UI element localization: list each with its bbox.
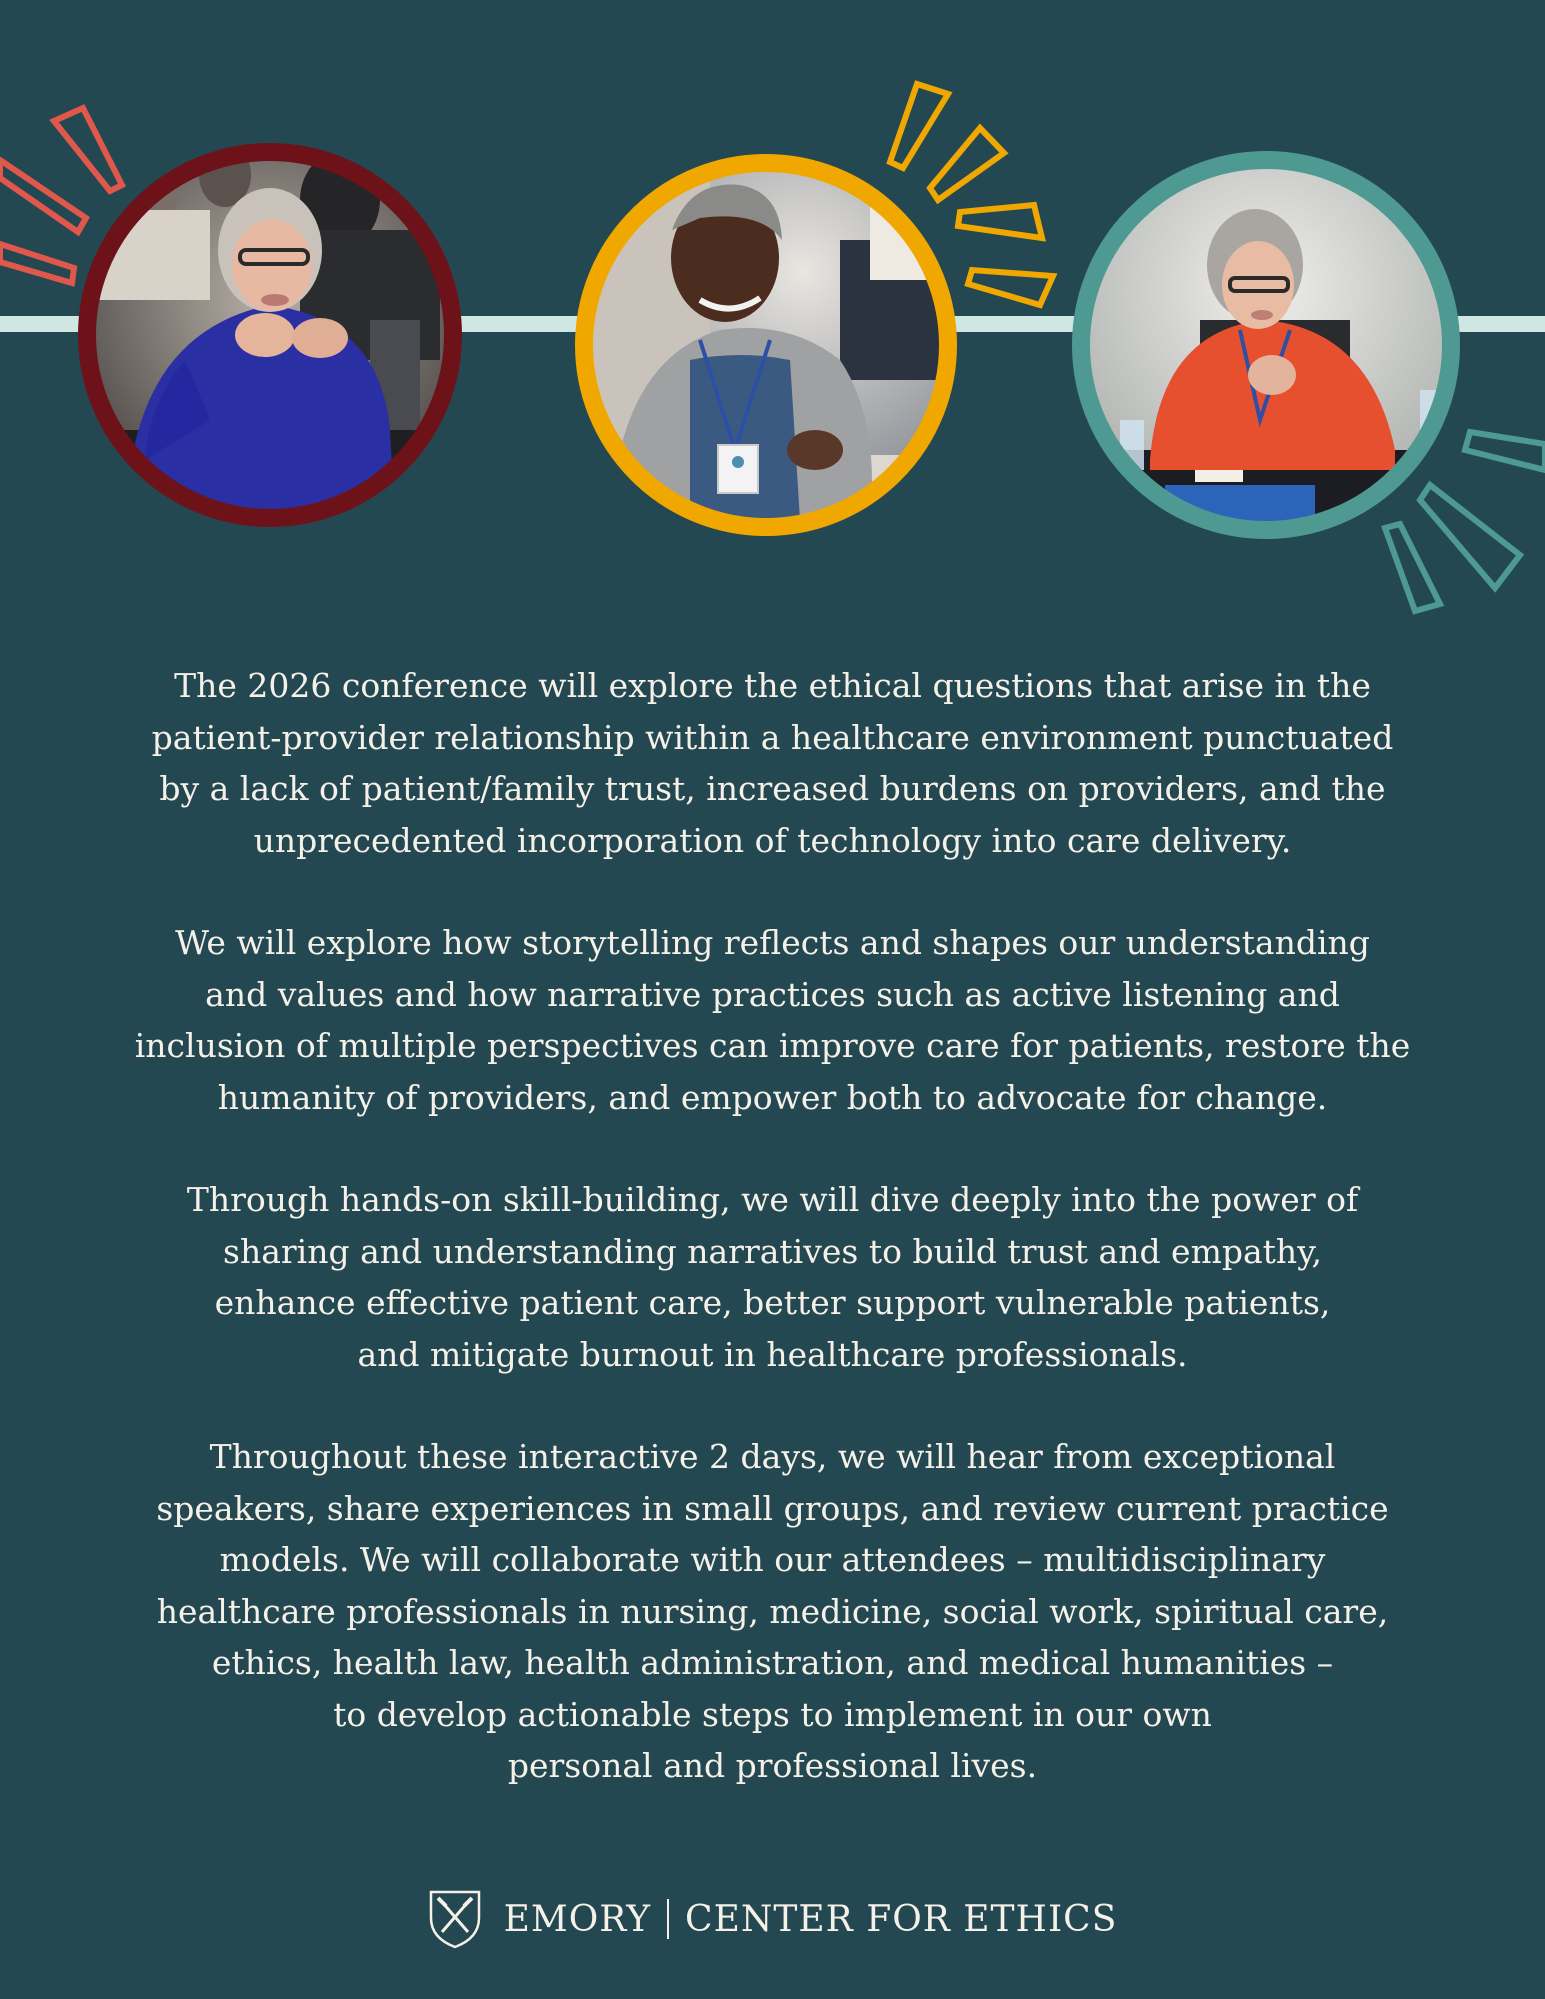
paragraph-line: and values and how narrative practices such as active listening and [205,974,1340,1014]
paragraph-line: The 2026 conference will explore the ethical questions that arise in the [174,666,1371,705]
paragraph-line: to develop actionable steps to implement in our own [333,1694,1212,1734]
paragraph-4 [110,1431,1435,1792]
emory-shield-icon [428,1888,482,1950]
brand-divider [667,1899,669,1939]
paragraph-3 [110,1174,1435,1380]
paragraph-line: ethics, health law, health administration, and medical humanities – [211,1643,1334,1682]
hero-photo-banner [0,0,1545,640]
paragraph-line: Throughout these interactive 2 days, we will hear from exceptional [209,1437,1336,1476]
footer-brand [504,1899,1118,1940]
photo-circle-1 [80,140,460,550]
photo-circle-2 [580,160,960,560]
paragraph-line: humanity of providers, and empower both to advocate for change. [217,1077,1328,1117]
brand-emory: EMORY [503,1898,652,1940]
paragraph-line: enhance effective patient care, better support vulnerable patients, [214,1283,1331,1322]
paragraph-line: personal and professional lives. [507,1746,1038,1785]
paragraph-line: speakers, share experiences in small groups, and review current practice [156,1488,1389,1528]
brand-center-for-ethics: CENTER FOR ETHICS [685,1898,1118,1940]
paragraph-line: healthcare professionals in nursing, medicine, social work, spiritual care, [156,1591,1389,1631]
paragraph-line: models. We will collaborate with our attendees – multidisciplinary [219,1540,1326,1579]
paragraph-line: sharing and understanding narratives to build trust and empathy, [223,1231,1322,1271]
paragraph-line: by a lack of patient/family trust, increased burdens on providers, and the [159,769,1386,808]
paragraph-line: unprecedented incorporation of technology into care delivery. [253,820,1292,860]
paragraph-line: inclusion of multiple perspectives can improve care for patients, restore the [134,1026,1411,1065]
paragraph-1 [110,660,1435,866]
conference-description [110,660,1435,1843]
paragraph-2 [110,917,1435,1123]
paragraph-line: Through hands-on skill-building, we will dive deeply into the power of [186,1180,1359,1219]
paragraph-line: We will explore how storytelling reflects and shapes our understanding [175,923,1370,962]
paragraph-line: patient-provider relationship within a healthcare environment punctuated [151,717,1394,757]
paragraph-line: and mitigate burnout in healthcare professionals. [357,1334,1188,1374]
footer-logo [0,1884,1545,1954]
photo-circle-3 [1081,160,1451,560]
hero-illustration [0,0,1545,640]
